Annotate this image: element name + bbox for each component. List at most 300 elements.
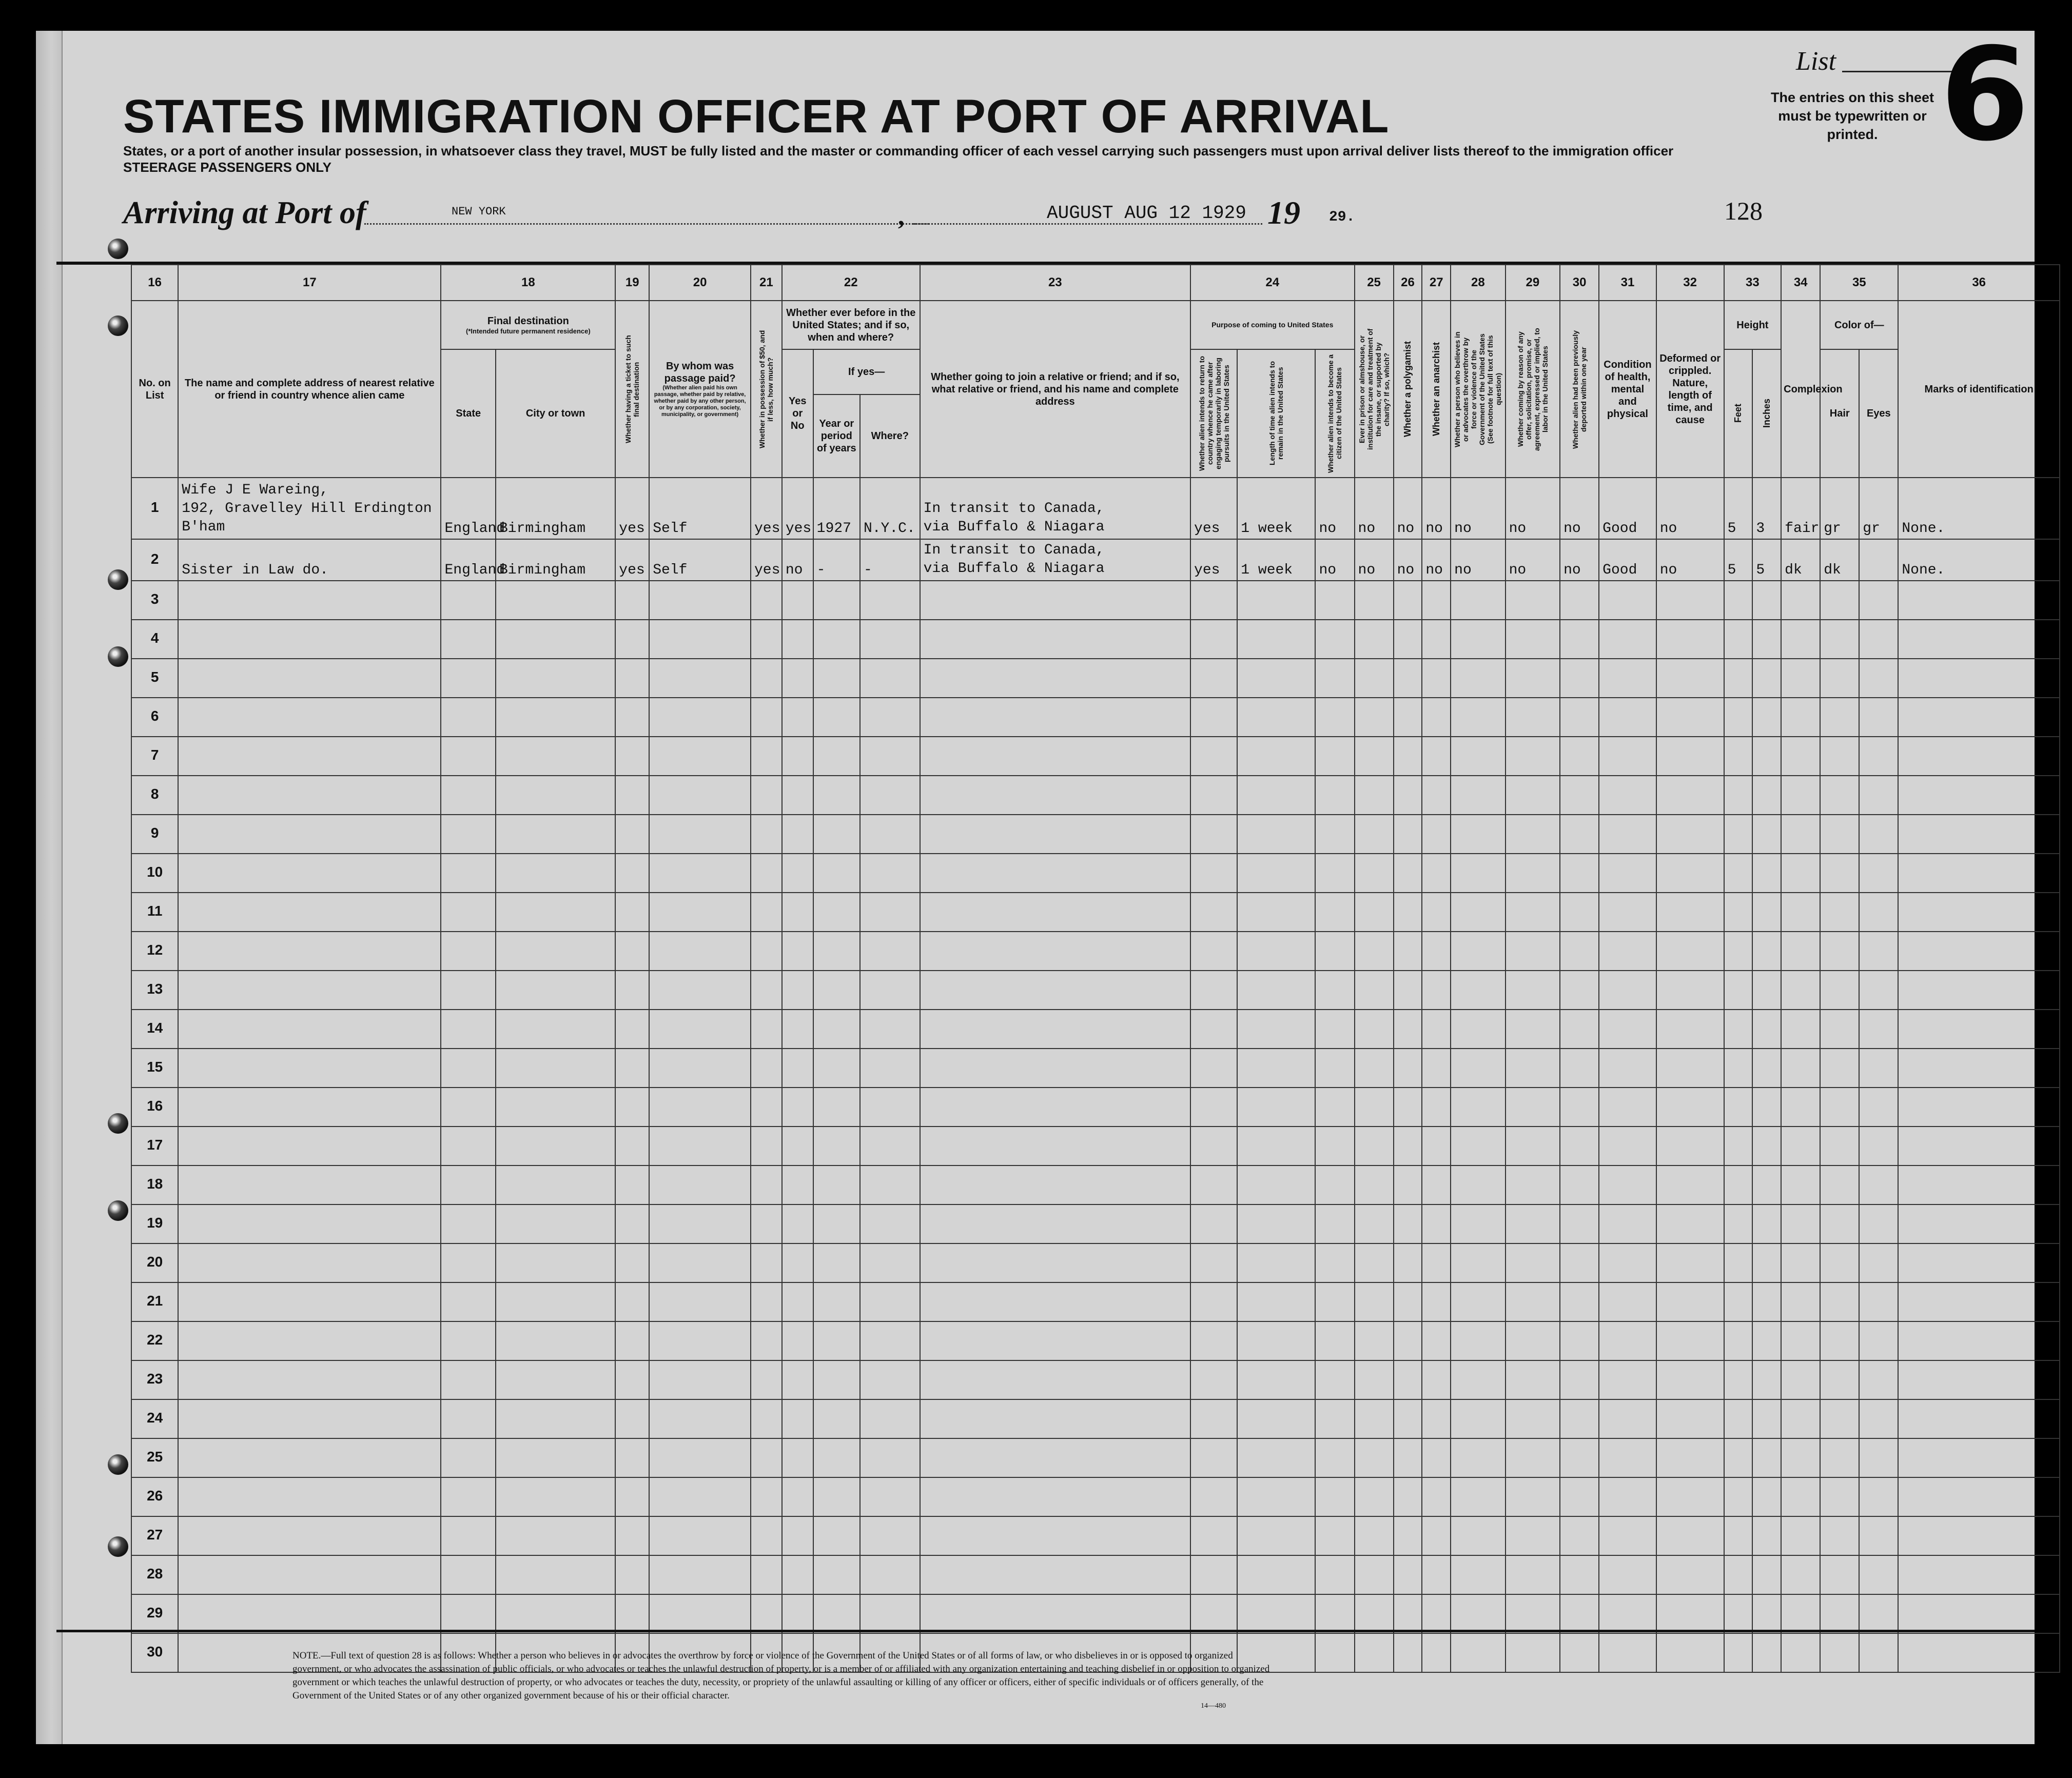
empty-cell (1560, 620, 1599, 659)
empty-cell (1752, 1243, 1781, 1282)
empty-cell (1315, 1594, 1354, 1633)
empty-cell (751, 737, 782, 776)
empty-cell (920, 1321, 1190, 1360)
row-number: 7 (131, 737, 178, 776)
empty-cell (1752, 659, 1781, 698)
empty-cell (1506, 971, 1560, 1010)
empty-cell (1422, 971, 1451, 1010)
prison-label: Ever in prison or almshouse, or institution for care and treatment of the insane, or supported by charity? If so, which? (1357, 328, 1391, 450)
empty-cell (496, 698, 615, 737)
empty-cell (1506, 1321, 1560, 1360)
empty-cell (1859, 1477, 1898, 1516)
empty-cell (1859, 659, 1898, 698)
empty-cell (496, 1360, 615, 1399)
empty-cell (1724, 893, 1753, 932)
empty-cell (1656, 971, 1724, 1010)
empty-cell (813, 1127, 860, 1165)
empty-cell (441, 1049, 495, 1088)
empty-cell (1560, 1555, 1599, 1594)
empty-cell (1451, 1010, 1505, 1049)
empty-cell (1781, 893, 1820, 932)
empty-cell (782, 932, 813, 971)
empty-cell (496, 1399, 615, 1438)
empty-cell (1355, 1204, 1394, 1243)
empty-cell (1190, 1010, 1237, 1049)
before-yes-no-cell: yes (782, 478, 813, 539)
empty-cell (1820, 620, 1859, 659)
citizen-cell: no (1315, 539, 1354, 581)
header-complexion: Complexion (1781, 301, 1820, 478)
empty-cell (1237, 581, 1315, 620)
empty-cell (1237, 1516, 1315, 1555)
row-number: 30 (131, 1633, 178, 1672)
empty-cell (1394, 776, 1422, 815)
empty-cell (496, 1516, 615, 1555)
empty-cell (1422, 581, 1451, 620)
punch-hole (108, 1200, 128, 1221)
manifest-page (36, 20, 2035, 1744)
table-row (131, 932, 2060, 971)
empty-cell (496, 1477, 615, 1516)
table-row (131, 1049, 2060, 1088)
empty-cell (1451, 893, 1505, 932)
empty-cell (496, 737, 615, 776)
empty-cell (1422, 854, 1451, 893)
empty-cell (1898, 893, 2060, 932)
empty-cell (441, 1204, 495, 1243)
empty-cell (1859, 1049, 1898, 1088)
empty-cell (649, 1243, 751, 1282)
header-year-period: Year or period of years (813, 394, 860, 478)
header-row-1 (131, 301, 2060, 349)
empty-cell (1859, 1165, 1898, 1204)
feet-cell: 5 (1724, 478, 1753, 539)
polygamist-label: Whether a polygamist (1402, 341, 1413, 438)
empty-cell (813, 1010, 860, 1049)
feet-label: Feet (1733, 404, 1744, 423)
punch-hole (108, 1454, 128, 1475)
header-color-of: Color of— (1820, 301, 1898, 349)
empty-cell (1560, 1049, 1599, 1088)
state-cell: England (441, 478, 495, 539)
q29-cell: no (1506, 539, 1560, 581)
inches-label: Inches (1762, 399, 1772, 428)
list-label: List (1796, 47, 1836, 76)
empty-cell (1451, 1360, 1505, 1399)
empty-cell (1315, 1516, 1354, 1555)
empty-cell (1315, 659, 1354, 698)
empty-cell (1859, 737, 1898, 776)
purpose-return-cell: yes (1190, 539, 1237, 581)
prison-cell: no (1355, 478, 1394, 539)
empty-cell (1560, 1243, 1599, 1282)
empty-cell (1315, 815, 1354, 854)
empty-cell (1394, 1010, 1422, 1049)
empty-cell (920, 620, 1190, 659)
empty-cell (1599, 854, 1656, 893)
empty-cell (1781, 1165, 1820, 1204)
empty-cell (1560, 776, 1599, 815)
empty-cell (1315, 1555, 1354, 1594)
row-number: 29 (131, 1594, 178, 1633)
header-feet (1724, 349, 1753, 478)
final-destination-note: (*Intended future permanent residence) (466, 327, 591, 335)
empty-cell (1752, 1555, 1781, 1594)
empty-cell (1394, 1360, 1422, 1399)
empty-cell (178, 1010, 441, 1049)
q30-cell: no (1560, 539, 1599, 581)
header-question-29 (1506, 301, 1560, 478)
empty-cell (1506, 1127, 1560, 1165)
empty-cell (1315, 1049, 1354, 1088)
header-eyes: Eyes (1859, 349, 1898, 478)
empty-cell (1190, 1477, 1237, 1516)
empty-cell (1898, 776, 2060, 815)
empty-cell (1355, 854, 1394, 893)
empty-cell (615, 659, 649, 698)
table-row (131, 815, 2060, 854)
empty-cell (1355, 971, 1394, 1010)
empty-cell (1451, 1049, 1505, 1088)
empty-cell (178, 1594, 441, 1633)
empty-cell (1599, 971, 1656, 1010)
empty-cell (1237, 1477, 1315, 1516)
row-number: 4 (131, 620, 178, 659)
empty-cell (920, 932, 1190, 971)
empty-cell (1820, 1516, 1859, 1555)
empty-cell (1724, 1010, 1753, 1049)
empty-cell (441, 776, 495, 815)
table-row (131, 1243, 2060, 1282)
empty-cell (813, 698, 860, 737)
empty-cell (1724, 698, 1753, 737)
empty-cell (920, 1282, 1190, 1321)
empty-cell (1599, 1204, 1656, 1243)
arriving-label: Arriving at Port of (123, 195, 366, 230)
empty-cell (1422, 659, 1451, 698)
empty-cell (920, 698, 1190, 737)
empty-cell (1506, 776, 1560, 815)
punch-hole (108, 1536, 128, 1557)
money-cell: yes (751, 539, 782, 581)
page-number: 128 (1724, 196, 1763, 225)
empty-cell (1656, 581, 1724, 620)
empty-cell (813, 1516, 860, 1555)
empty-cell (496, 893, 615, 932)
empty-cell (1820, 581, 1859, 620)
header-purpose: Purpose of coming to United States (1190, 301, 1355, 349)
empty-cell (1724, 1399, 1753, 1438)
empty-cell (1656, 1010, 1724, 1049)
empty-cell (1422, 1204, 1451, 1243)
empty-cell (441, 1127, 495, 1165)
header-where: Where? (860, 394, 920, 478)
empty-cell (1599, 1438, 1656, 1477)
empty-cell (813, 1399, 860, 1438)
empty-cell (178, 1477, 441, 1516)
empty-cell (1752, 1516, 1781, 1555)
empty-cell (1237, 1360, 1315, 1399)
empty-cell (1506, 581, 1560, 620)
empty-cell (782, 854, 813, 893)
table-row (131, 1165, 2060, 1204)
empty-cell (649, 1477, 751, 1516)
empty-cell (649, 1049, 751, 1088)
empty-cell (782, 1243, 813, 1282)
empty-cell (813, 1088, 860, 1127)
row-number: 14 (131, 1010, 178, 1049)
empty-cell (1820, 1633, 1859, 1672)
header-ever-before: Whether ever before in the United States; and if so, when and where? (782, 301, 920, 349)
empty-cell (920, 1555, 1190, 1594)
table-row (131, 1010, 2060, 1049)
empty-cell (1599, 1360, 1656, 1399)
question-28-footnote: NOTE.—Full text of question 28 is as follows: Whether a person who believes in or advocates the overthrow by force or violence of the Government of the United States or of all forms of law, or who disbelieves in or is opposed to organized government, or who advocates the assassination of public officials, or who advocates or teaches the unlawful destruction of property, or is a member of or affiliated with any organization entertaining and teaching disbelief in or opposition to organized government or which teaches the unlawful destruction of property, or who advocates or teaches the duty, necessity, or propriety of the unlawful assaulting or killing of any officer or officers, either of specific individuals or of officers generally, of the Government of the United States or of any other organized government because of his or their official character. (292, 1650, 1270, 1701)
empty-cell (496, 1165, 615, 1204)
empty-cell (1560, 1360, 1599, 1399)
empty-cell (1656, 1399, 1724, 1438)
empty-cell (1820, 659, 1859, 698)
prison-cell: no (1355, 539, 1394, 581)
paid-by-cell: Self (649, 539, 751, 581)
empty-cell (1724, 1633, 1753, 1672)
empty-cell (1560, 1127, 1599, 1165)
empty-cell (178, 1165, 441, 1204)
empty-cell (649, 776, 751, 815)
empty-cell (920, 1438, 1190, 1477)
empty-cell (1898, 815, 2060, 854)
header-citizen (1315, 349, 1354, 478)
empty-cell (1315, 893, 1354, 932)
empty-cell (1781, 698, 1820, 737)
empty-cell (1506, 1516, 1560, 1555)
empty-cell (1656, 815, 1724, 854)
empty-cell (1898, 1594, 2060, 1633)
empty-cell (1599, 737, 1656, 776)
empty-cell (1355, 698, 1394, 737)
empty-cell (1394, 1321, 1422, 1360)
empty-cell (1599, 1594, 1656, 1633)
empty-cell (1422, 893, 1451, 932)
header-prison (1355, 301, 1394, 478)
city-cell: Birmingham (496, 478, 615, 539)
empty-cell (1898, 1282, 2060, 1321)
empty-cell (1422, 932, 1451, 971)
empty-cell (782, 1360, 813, 1399)
empty-cell (1656, 737, 1724, 776)
empty-cell (860, 971, 920, 1010)
empty-cell (782, 737, 813, 776)
empty-cell (1560, 893, 1599, 932)
empty-cell (1560, 971, 1599, 1010)
empty-cell (1859, 776, 1898, 815)
polygamist-cell: no (1394, 539, 1422, 581)
empty-cell (1422, 1010, 1451, 1049)
empty-cell (860, 1477, 920, 1516)
empty-cell (1752, 815, 1781, 854)
table-row (131, 1088, 2060, 1127)
empty-cell (1898, 1243, 2060, 1282)
col-number: 29 (1506, 265, 1560, 301)
empty-cell (615, 815, 649, 854)
empty-cell (1190, 1516, 1237, 1555)
empty-cell (1898, 737, 2060, 776)
empty-cell (1355, 620, 1394, 659)
empty-cell (920, 893, 1190, 932)
empty-cell (1190, 659, 1237, 698)
empty-cell (751, 581, 782, 620)
empty-cell (441, 737, 495, 776)
empty-cell (782, 620, 813, 659)
empty-cell (1781, 1516, 1820, 1555)
empty-cell (1724, 854, 1753, 893)
empty-cell (1394, 1049, 1422, 1088)
row-number: 21 (131, 1282, 178, 1321)
empty-cell (1781, 1282, 1820, 1321)
empty-cell (1898, 1088, 2060, 1127)
col-number: 24 (1190, 265, 1355, 301)
citizen-cell: no (1315, 478, 1354, 539)
empty-cell (1820, 776, 1859, 815)
empty-cell (441, 893, 495, 932)
empty-cell (860, 1399, 920, 1438)
empty-cell (496, 971, 615, 1010)
header-state: State (441, 349, 495, 478)
empty-cell (1394, 1477, 1422, 1516)
header-length-stay (1237, 349, 1315, 478)
empty-cell (1898, 659, 2060, 698)
empty-cell (1190, 932, 1237, 971)
empty-cell (1560, 1399, 1599, 1438)
empty-cell (649, 1321, 751, 1360)
complexion-cell: fair (1781, 478, 1820, 539)
empty-cell (441, 1360, 495, 1399)
table-row (131, 581, 2060, 620)
empty-cell (615, 1127, 649, 1165)
empty-cell (1451, 1633, 1505, 1672)
empty-cell (649, 932, 751, 971)
empty-cell (1506, 1204, 1560, 1243)
empty-cell (1781, 620, 1820, 659)
empty-cell (1781, 1360, 1820, 1399)
empty-cell (649, 815, 751, 854)
empty-cell (920, 1243, 1190, 1282)
empty-cell (782, 1399, 813, 1438)
table-row (131, 1360, 2060, 1399)
empty-cell (1190, 971, 1237, 1010)
empty-cell (615, 1204, 649, 1243)
empty-cell (1355, 737, 1394, 776)
empty-cell (178, 620, 441, 659)
empty-cell (1898, 1555, 2060, 1594)
city-cell: Birmingham (496, 539, 615, 581)
empty-cell (1752, 932, 1781, 971)
table-row (131, 1438, 2060, 1477)
empty-cell (1599, 893, 1656, 932)
empty-cell (1560, 659, 1599, 698)
empty-cell (751, 1204, 782, 1243)
separator: , (898, 202, 905, 230)
empty-cell (1560, 854, 1599, 893)
feet-cell: 5 (1724, 539, 1753, 581)
empty-cell (1190, 1204, 1237, 1243)
empty-cell (1599, 1516, 1656, 1555)
empty-cell (1190, 698, 1237, 737)
empty-cell (1506, 620, 1560, 659)
empty-cell (1190, 1282, 1237, 1321)
empty-cell (441, 932, 495, 971)
empty-cell (782, 1438, 813, 1477)
empty-cell (441, 620, 495, 659)
empty-cell (615, 1516, 649, 1555)
row-number: 6 (131, 698, 178, 737)
empty-cell (1859, 932, 1898, 971)
empty-cell (813, 659, 860, 698)
question-28-label: Whether a person who believes in or advocates the overthrow by force or violence of the Government of the United States (See footnote for full text of this question) (1453, 331, 1503, 447)
col-number: 17 (178, 265, 441, 301)
col-number: 25 (1355, 265, 1394, 301)
empty-cell (1394, 1243, 1422, 1282)
empty-cell (1752, 1477, 1781, 1516)
empty-cell (751, 1088, 782, 1127)
empty-cell (1820, 854, 1859, 893)
row-number: 9 (131, 815, 178, 854)
empty-cell (920, 1399, 1190, 1438)
empty-cell (615, 698, 649, 737)
empty-cell (1506, 698, 1560, 737)
empty-cell (1422, 620, 1451, 659)
empty-cell (813, 1282, 860, 1321)
col-number: 19 (615, 265, 649, 301)
empty-cell (1355, 932, 1394, 971)
empty-cell (441, 1594, 495, 1633)
empty-cell (860, 659, 920, 698)
subtitle-line-1: States, or a port of another insular possession, in whatsoever class they travel, MUST be fully listed and the master or commanding officer of each vessel carrying such passengers must upon arrival deliver lists thereof to the immigration officer (123, 143, 1674, 159)
empty-cell (1190, 776, 1237, 815)
empty-cell (441, 854, 495, 893)
empty-cell (1820, 815, 1859, 854)
empty-cell (782, 893, 813, 932)
empty-cell (813, 1243, 860, 1282)
empty-cell (1656, 893, 1724, 932)
empty-cell (1724, 737, 1753, 776)
empty-cell (751, 698, 782, 737)
empty-cell (1820, 1594, 1859, 1633)
table-row (131, 1555, 2060, 1594)
row-number: 25 (131, 1438, 178, 1477)
empty-cell (1859, 1204, 1898, 1243)
empty-cell (441, 581, 495, 620)
empty-cell (1506, 1477, 1560, 1516)
header-ticket (615, 301, 649, 478)
empty-cell (751, 659, 782, 698)
col-number: 31 (1599, 265, 1656, 301)
row-number: 17 (131, 1127, 178, 1165)
empty-cell (178, 776, 441, 815)
empty-cell (1656, 1243, 1724, 1282)
ticket-cell: yes (615, 478, 649, 539)
empty-cell (1506, 1282, 1560, 1321)
empty-cell (782, 1282, 813, 1321)
empty-cell (1781, 854, 1820, 893)
empty-cell (441, 1010, 495, 1049)
empty-cell (1355, 815, 1394, 854)
empty-cell (441, 815, 495, 854)
empty-cell (1394, 737, 1422, 776)
empty-cell (813, 1438, 860, 1477)
empty-cell (782, 815, 813, 854)
year-prefix: 19 (1267, 194, 1300, 231)
